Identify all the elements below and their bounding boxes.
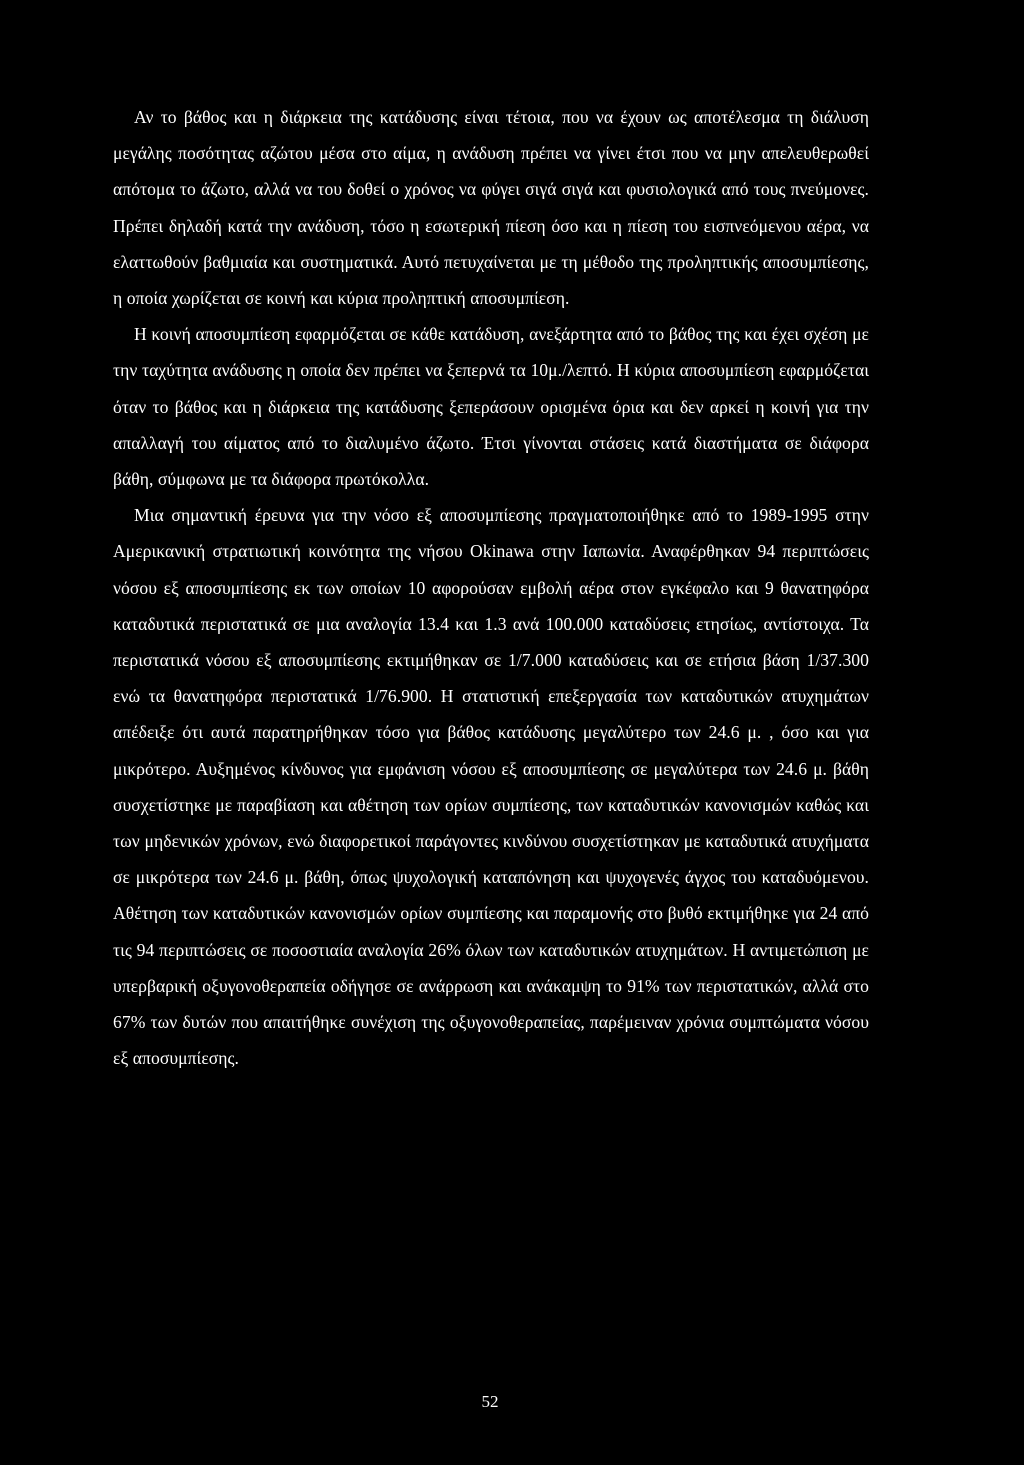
body-text [113, 99, 869, 1076]
paragraph-decompression-method: Αν το βάθος και η διάρκεια της κατάδυσης είναι τέτοια, που να έχουν ως αποτέλεσμα τη διάλυση μεγάλης ποσότητας αζώτου μέσα στο αίμα, η ανάδυση πρέπει να γίνει έτσι που να μην απελευθερωθεί απότομα το άζωτο, αλλά να του δοθεί ο χρόνος να φύγει σιγά σιγά και φυσιολογικά από τους πνεύμονες. Πρέπει δηλαδή κατά την ανάδυση, τόσο η εσωτερική πίεση όσο και η πίεση του εισπνεόμενου αέρα, να ελαττωθούν βαθμιαία και συστηματικά. Αυτό πετυχαίνεται με τη μέθοδο της προληπτικής αποσυμπίεσης, η οποία χωρίζεται σε κοινή και κύρια προληπτική αποσυμπίεση. [113, 107, 869, 309]
paragraph-common-and-main-decompression: Η κοινή αποσυμπίεση εφαρμόζεται σε κάθε κατάδυση, ανεξάρτητα από το βάθος της και έχει σχέση με την ταχύτητα ανάδυσης η οποία δεν πρέπει να ξεπερνά τα 10μ./λεπτό. Η κύρια αποσυμπίεση εφαρμόζεται όταν το βάθος και η διάρκεια της κατάδυσης ξεπεράσουν ορισμένα όρια και δεν αρκεί η κοινή για την απαλλαγή του αίματος από το διαλυμένο άζωτο. Έτσι γίνονται στάσεις κατά διαστήματα σε διάφορα βάθη, σύμφωνα με τα διάφορα πρωτόκολλα. [113, 324, 869, 490]
page-number: 52 [481, 1392, 499, 1411]
paragraph-okinawa-study: Μια σημαντική έρευνα για την νόσο εξ αποσυμπίεσης πραγματοποιήθηκε από το 1989-1995 στην Αμερικανική στρατιωτική κοινότητα της νήσου Okinawa στην Ιαπωνία. Αναφέρθηκαν 94 περιπτώσεις νόσου εξ αποσυμπίεσης εκ των οποίων 10 αφορούσαν εμβολή αέρα στον εγκέφαλο και 9 θανατηφόρα καταδυτικά περιστατικά σε μια αναλογία 13.4 και 1.3 ανά 100.000 καταδύσεις ετησίως, αντίστοιχα. Τα περιστατικά νόσου εξ αποσυμπίεσης εκτιμήθηκαν σε 1/7.000 καταδύσεις και σε ετήσια βάση 1/37.300 ενώ τα θανατηφόρα περιστατικά 1/76.900. Η στατιστική επεξεργασία των καταδυτικών ατυχημάτων απέδειξε ότι αυτά παρατηρήθηκαν τόσο για βάθος κατάδυσης μεγαλύτερο των 24.6 μ. , όσο και για μικρότερο. Αυξημένος κίνδυνος για εμφάνιση νόσου εξ αποσυμπίεσης σε μεγαλύτερα των 24.6 μ. βάθη συσχετίστηκε με παραβίαση και αθέτηση των ορίων συμπίεσης, των καταδυτικών κανονισμών καθώς και των μηδενικών χρόνων, ενώ διαφορετικοί παράγοντες κινδύνου συσχετίστηκαν με καταδυτικά ατυχήματα σε μικρότερα των 24.6 μ. βάθη, όπως ψυχολογική καταπόνηση και ψυχογενές άγχος του καταδυόμενου. Αθέτηση των καταδυτικών κανονισμών ορίων συμπίεσης και παραμονής στο βυθό εκτιμήθηκε για 24 από τις 94 περιπτώσεις σε ποσοστιαία αναλογία 26% όλων των καταδυτικών ατυχημάτων. Η αντιμετώπιση με υπερβαρική οξυγονοθεραπεία οδήγησε σε ανάρρωση και ανάκαμψη το 91% των περιστατικών, αλλά στο 67% των δυτών που απαιτήθηκε συνέχιση της οξυγονοθεραπείας, παρέμειναν χρόνια συμπτώματα νόσου εξ αποσυμπίεσης. [113, 505, 869, 1069]
